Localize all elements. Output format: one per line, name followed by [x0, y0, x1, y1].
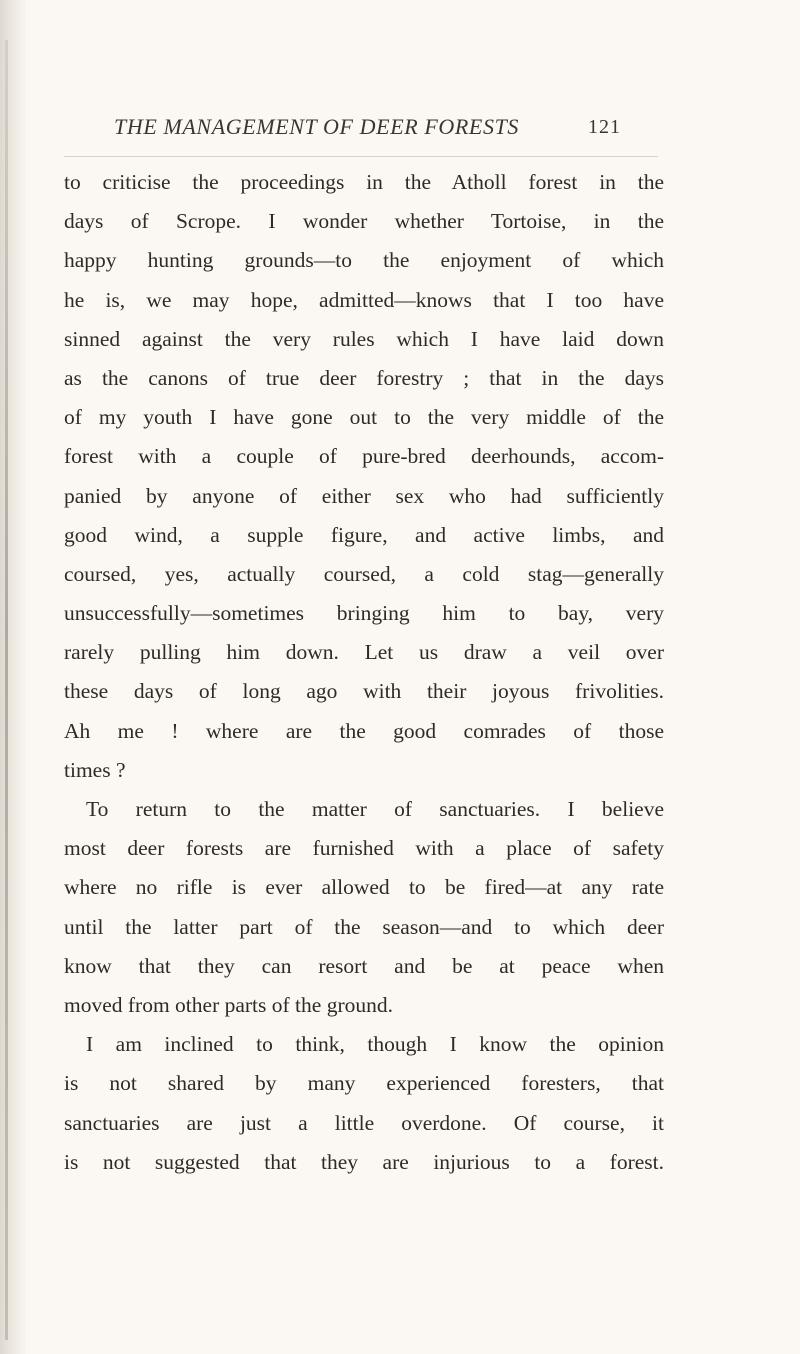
page-number: 121 — [588, 116, 621, 138]
text-line: as the canons of true deer forestry ; that in the days — [64, 365, 664, 390]
text-line: To return to the matter of sanctuaries. I believe — [86, 797, 664, 821]
text-line: coursed, yes, actually coursed, a cold stag—generally — [64, 561, 664, 586]
text-line: moved from other parts of the ground. — [64, 992, 393, 1017]
text-line: sinned against the very rules which I have laid down — [64, 326, 664, 351]
text-line: to criticise the proceedings in the Atholl forest in the — [64, 170, 664, 194]
text-line: good wind, a supple figure, and active limbs, and — [64, 522, 664, 547]
text-line: happy hunting grounds—to the enjoyment of which — [64, 248, 664, 273]
text-line: times ? — [64, 757, 126, 782]
text-line: I am inclined to think, though I know the opinion — [86, 1032, 664, 1057]
text-line: Ah me ! where are the good comrades of those — [64, 718, 664, 743]
text-line: where no rifle is ever allowed to be fired—at any rate — [64, 875, 664, 900]
binding-edge — [5, 40, 8, 1340]
text-line: he is, we may hope, admitted—knows that I too have — [64, 287, 664, 312]
text-line: forest with a couple of pure-bred deerhounds, accom- — [64, 444, 664, 469]
text-line: is not suggested that they are injurious to a forest. — [64, 1149, 664, 1174]
text-line: panied by anyone of either sex who had sufficiently — [64, 483, 664, 508]
text-line: until the latter part of the season—and to which deer — [64, 914, 664, 939]
text-line: unsuccessfully—sometimes bringing him to bay, very — [64, 601, 664, 626]
page-header — [114, 114, 674, 146]
header-rule — [64, 156, 658, 157]
text-line: these days of long ago with their joyous frivolities. — [64, 679, 664, 704]
text-line: most deer forests are furnished with a place of safety — [64, 836, 664, 861]
text-line: days of Scrope. I wonder whether Tortoise, in the — [64, 209, 664, 234]
running-head: THE MANAGEMENT OF DEER FORESTS — [114, 114, 520, 139]
text-line: sanctuaries are just a little overdone. Of course, it — [64, 1110, 664, 1135]
body-text — [64, 163, 664, 1182]
text-line: of my youth I have gone out to the very middle of the — [64, 405, 664, 430]
page-gutter-shadow — [0, 0, 26, 1354]
text-line: rarely pulling him down. Let us draw a veil over — [64, 640, 664, 665]
text-line: is not shared by many experienced foresters, that — [64, 1071, 664, 1096]
text-line: know that they can resort and be at peace when — [64, 953, 664, 978]
